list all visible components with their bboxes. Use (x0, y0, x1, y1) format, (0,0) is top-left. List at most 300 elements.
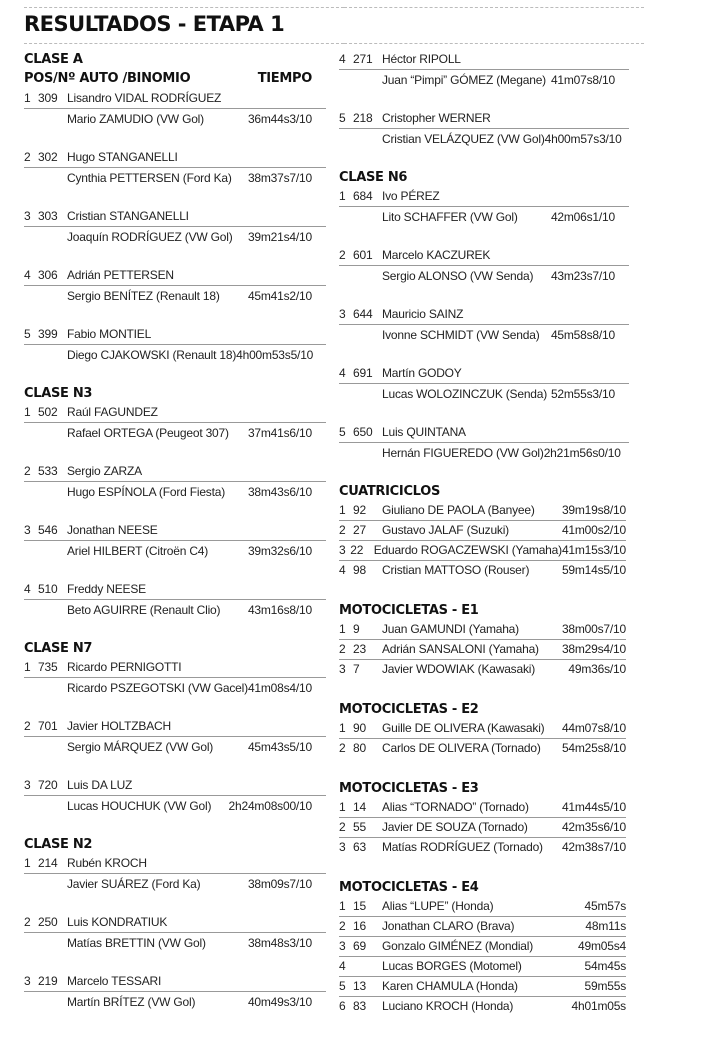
section-title: MOTOCICLETAS - E4 (339, 880, 479, 895)
car-number: 601 (353, 248, 373, 262)
car-number: 720 (38, 778, 58, 792)
position: 1 (24, 660, 31, 674)
race-time: 45m57s (584, 899, 626, 913)
vehicle-number: 15 (353, 899, 366, 913)
vehicle-number: 92 (353, 503, 366, 517)
race-time: 42m38s7/10 (561, 840, 626, 854)
rider-name: Alias “TORNADO” (Tornado) (382, 800, 529, 814)
copilot-line (339, 266, 629, 286)
copilot-line (24, 541, 326, 561)
car-number: 502 (38, 405, 58, 419)
position: 4 (339, 366, 346, 380)
driver-name: Javier HOLTZBACH (67, 719, 171, 733)
position: 2 (24, 915, 31, 929)
car-number: 271 (353, 52, 373, 66)
result-entry (339, 364, 629, 404)
race-time: 59m14s5/10 (561, 563, 626, 577)
copilot-name: Juan “Pimpi” GÓMEZ (Megane) (382, 73, 546, 87)
result-row (339, 620, 626, 640)
position: 1 (24, 405, 31, 419)
car-number: 218 (353, 111, 373, 125)
car-number: 510 (38, 582, 58, 596)
position: 2 (339, 820, 346, 834)
position: 5 (24, 327, 31, 341)
position: 4 (339, 52, 346, 66)
driver-line (339, 50, 629, 70)
copilot-line (339, 129, 629, 149)
driver-line (339, 246, 629, 266)
driver-name: Rubén KROCH (67, 856, 147, 870)
title-divider (24, 43, 344, 44)
section-spacer (339, 759, 629, 779)
result-row (339, 501, 626, 521)
copilot-name: Lucas WOLOZINCZUK (Senda) (382, 387, 548, 401)
race-time: 2h21m56s0/10 (543, 446, 621, 460)
class-section (24, 639, 326, 816)
vehicle-number: 80 (353, 741, 366, 755)
copilot-name: Joaquín RODRÍGUEZ (VW Gol) (67, 230, 233, 244)
driver-name: Mauricio SAINZ (382, 307, 464, 321)
driver-name: Jonathan NEESE (67, 523, 158, 537)
driver-line (339, 305, 629, 325)
copilot-line (24, 678, 326, 698)
copilot-name: Javier SUÁREZ (Ford Ka) (67, 877, 201, 891)
result-entry (24, 325, 326, 365)
car-number: 309 (38, 91, 58, 105)
car-number: 691 (353, 366, 373, 380)
position: 2 (339, 523, 346, 537)
copilot-name: Rafael ORTEGA (Peugeot 307) (67, 426, 229, 440)
right-column (339, 50, 629, 1037)
race-time: 4h00m57s3/10 (544, 132, 622, 146)
result-row (339, 957, 626, 977)
race-time: 38m09s7/10 (247, 877, 312, 891)
driver-name: Luis KONDRATIUK (67, 915, 168, 929)
race-time: 44m07s8/10 (561, 721, 626, 735)
result-entry (24, 580, 326, 620)
car-number: 644 (353, 307, 373, 321)
race-time: 39m32s6/10 (247, 544, 312, 558)
copilot-name: Ivonne SCHMIDT (VW Senda) (382, 328, 540, 342)
race-time: 43m16s8/10 (247, 603, 312, 617)
car-number: 735 (38, 660, 58, 674)
copilot-name: Cristian VELÁZQUEZ (VW Gol) (382, 132, 545, 146)
driver-name: Héctor RIPOLL (382, 52, 461, 66)
copilot-name: Sergio BENÍTEZ (Renault 18) (67, 289, 220, 303)
position: 1 (339, 189, 346, 203)
result-entry (339, 305, 629, 345)
result-entry (24, 89, 326, 129)
vehicle-number: 22 (350, 543, 364, 557)
result-entry (24, 521, 326, 561)
vehicle-number: 27 (353, 523, 366, 537)
copilot-line (339, 443, 629, 463)
copilot-line (24, 227, 326, 247)
copilot-name: Mario ZAMUDIO (VW Gol) (67, 112, 204, 126)
rider-name: Lucas BORGES (Motomel) (382, 959, 522, 973)
driver-line (24, 403, 326, 423)
race-time: 45m43s5/10 (247, 740, 312, 754)
section-title: CLASE N7 (24, 641, 93, 656)
driver-line (24, 89, 326, 109)
position: 3 (339, 939, 346, 953)
section-title: MOTOCICLETAS - E1 (339, 603, 479, 618)
result-entry (24, 776, 326, 816)
column-header (24, 69, 326, 89)
driver-line (24, 462, 326, 482)
driver-line (24, 972, 326, 992)
race-time: 41m44s5/10 (561, 800, 626, 814)
result-entry (24, 266, 326, 306)
race-time: 38m00s7/10 (561, 622, 626, 636)
driver-name: Marcelo KACZUREK (382, 248, 491, 262)
position: 1 (24, 856, 31, 870)
driver-name: Raúl FAGUNDEZ (67, 405, 158, 419)
driver-line (24, 521, 326, 541)
top-divider (24, 7, 344, 8)
copilot-line (24, 482, 326, 502)
copilot-line (339, 207, 629, 227)
result-row (339, 541, 626, 561)
race-time: 39m21s4/10 (247, 230, 312, 244)
vehicle-number: 90 (353, 721, 366, 735)
position: 3 (24, 778, 31, 792)
position: 1 (339, 503, 346, 517)
copilot-name: Hugo ESPÍNOLA (Ford Fiesta) (67, 485, 225, 499)
car-number: 214 (38, 856, 58, 870)
section-title: CUATRICICLOS (339, 484, 441, 499)
driver-line (339, 109, 629, 129)
driver-line (24, 717, 326, 737)
category-section (339, 779, 629, 878)
position: 5 (339, 111, 346, 125)
result-row (339, 897, 626, 917)
copilot-line (24, 933, 326, 953)
driver-name: Cristian STANGANELLI (67, 209, 189, 223)
position: 3 (339, 307, 346, 321)
car-number: 684 (353, 189, 373, 203)
copilot-name: Sergio MÁRQUEZ (VW Gol) (67, 740, 214, 754)
copilot-line (24, 168, 326, 188)
car-number: 250 (38, 915, 58, 929)
rider-name: Luciano KROCH (Honda) (382, 999, 514, 1013)
position: 3 (24, 209, 31, 223)
car-number: 650 (353, 425, 373, 439)
result-row (339, 739, 626, 759)
race-time: 59m55s (584, 979, 626, 993)
driver-name: Fabio MONTIEL (67, 327, 152, 341)
position: 4 (24, 582, 31, 596)
driver-line (24, 854, 326, 874)
copilot-line (24, 992, 326, 1012)
driver-line (339, 423, 629, 443)
result-row (339, 561, 626, 581)
copilot-line (339, 325, 629, 345)
copilot-line (24, 796, 326, 816)
result-row (339, 917, 626, 937)
rider-name: Javier DE SOUZA (Tornado) (382, 820, 528, 834)
section-spacer (339, 581, 629, 601)
copilot-name: Hernán FIGUEREDO (VW Gol) (382, 446, 544, 460)
section-title: CLASE N2 (24, 837, 93, 852)
position: 1 (339, 721, 346, 735)
rider-name: Javier WDOWIAK (Kawasaki) (382, 662, 536, 676)
copilot-line (339, 70, 629, 90)
copilot-name: Cynthia PETTERSEN (Ford Ka) (67, 171, 232, 185)
race-time: 40m49s3/10 (247, 995, 312, 1009)
car-number: 533 (38, 464, 58, 478)
result-row (339, 977, 626, 997)
driver-line (24, 325, 326, 345)
race-time: 37m41s6/10 (247, 426, 312, 440)
position: 2 (339, 741, 346, 755)
position: 3 (339, 840, 346, 854)
race-time: 41m07s8/10 (550, 73, 615, 87)
section-title: CLASE N6 (339, 170, 408, 185)
position: 4 (339, 959, 346, 973)
result-row (339, 660, 626, 680)
result-entry (24, 148, 326, 188)
left-column (24, 50, 326, 1031)
driver-line (339, 364, 629, 384)
race-time: 42m35s6/10 (561, 820, 626, 834)
result-row (339, 838, 626, 858)
header-pos: POS/Nº AUTO /BINOMIO (24, 71, 191, 86)
rider-name: Carlos DE OLIVERA (Tornado) (382, 741, 541, 755)
category-section (339, 482, 629, 601)
race-time: 4h01m05s (571, 999, 626, 1013)
result-row (339, 521, 626, 541)
vehicle-number (353, 957, 382, 976)
position: 6 (339, 999, 346, 1013)
driver-name: Lisandro VIDAL RODRÍGUEZ (67, 91, 222, 105)
rider-name: Matías RODRÍGUEZ (Tornado) (382, 840, 543, 854)
result-entry (24, 462, 326, 502)
vehicle-number: 98 (353, 563, 366, 577)
rider-name: Gonzalo GIMÉNEZ (Mondial) (382, 939, 534, 953)
vehicle-number: 63 (353, 840, 366, 854)
vehicle-number: 9 (353, 622, 360, 636)
copilot-name: Martín BRÍTEZ (VW Gol) (67, 995, 196, 1009)
class-a-continuation (339, 50, 629, 149)
position: 2 (339, 919, 346, 933)
car-number: 306 (38, 268, 58, 282)
position: 2 (339, 642, 346, 656)
result-entry (24, 658, 326, 698)
copilot-name: Matías BRETTIN (VW Gol) (67, 936, 206, 950)
rider-name: Juan GAMUNDI (Yamaha) (382, 622, 519, 636)
driver-line (24, 266, 326, 286)
driver-name: Luis DA LUZ (67, 778, 133, 792)
section-spacer (339, 858, 629, 878)
position: 3 (24, 974, 31, 988)
race-time: 43m23s7/10 (550, 269, 615, 283)
driver-name: Sergio ZARZA (67, 464, 142, 478)
vehicle-number: 16 (353, 919, 366, 933)
driver-name: Luis QUINTANA (382, 425, 466, 439)
vehicle-number: 69 (353, 939, 366, 953)
vehicle-number: 55 (353, 820, 366, 834)
position: 3 (339, 662, 346, 676)
result-entry (339, 423, 629, 463)
copilot-line (24, 286, 326, 306)
result-entry (24, 854, 326, 894)
header-time: TIEMPO (257, 71, 312, 86)
race-time: 41m08s4/10 (247, 681, 312, 695)
race-time: 42m06s1/10 (550, 210, 615, 224)
rider-name: Eduardo ROGACZEWSKI (Yamaha) (373, 543, 562, 557)
driver-name: Adrián PETTERSEN (67, 268, 174, 282)
race-time: 38m48s3/10 (247, 936, 312, 950)
top-divider-right (344, 7, 644, 8)
page-title: RESULTADOS - ETAPA 1 (24, 12, 285, 36)
result-entry (24, 207, 326, 247)
race-time: 38m29s4/10 (561, 642, 626, 656)
title-divider-right (344, 43, 644, 44)
driver-name: Ricardo PERNIGOTTI (67, 660, 182, 674)
position: 2 (339, 248, 346, 262)
driver-line (24, 658, 326, 678)
driver-line (339, 187, 629, 207)
driver-name: Freddy NEESE (67, 582, 146, 596)
copilot-line (24, 345, 326, 365)
rider-name: Gustavo JALAF (Suzuki) (382, 523, 509, 537)
position: 3 (24, 523, 31, 537)
driver-name: Hugo STANGANELLI (67, 150, 178, 164)
driver-name: Ivo PÉREZ (382, 189, 440, 203)
copilot-line (24, 109, 326, 129)
vehicle-number: 23 (353, 642, 366, 656)
race-time: 41m00s2/10 (561, 523, 626, 537)
position: 1 (339, 622, 346, 636)
copilot-name: Lito SCHAFFER (VW Gol) (382, 210, 518, 224)
class-section (24, 384, 326, 620)
vehicle-number: 13 (353, 979, 366, 993)
vehicle-number: 7 (353, 662, 360, 676)
race-time: 54m25s8/10 (561, 741, 626, 755)
class-section (339, 168, 629, 463)
position: 1 (339, 899, 346, 913)
result-row (339, 937, 626, 957)
race-time: 4h00m53s5/10 (236, 348, 314, 362)
copilot-name: Ariel HILBERT (Citroën C4) (67, 544, 209, 558)
result-row (339, 798, 626, 818)
position: 1 (339, 800, 346, 814)
race-time: 36m44s3/10 (247, 112, 312, 126)
vehicle-number: 14 (353, 800, 366, 814)
copilot-name: Sergio ALONSO (VW Senda) (382, 269, 534, 283)
copilot-name: Beto AGUIRRE (Renault Clio) (67, 603, 221, 617)
race-time: 38m43s6/10 (247, 485, 312, 499)
position: 4 (24, 268, 31, 282)
car-number: 219 (38, 974, 58, 988)
class-section (24, 50, 326, 365)
copilot-name: Lucas HOUCHUK (VW Gol) (67, 799, 212, 813)
rider-name: Guille DE OLIVERA (Kawasaki) (382, 721, 545, 735)
car-number: 701 (38, 719, 58, 733)
position: 4 (339, 563, 346, 577)
copilot-name: Diego CJAKOWSKI (Renault 18) (67, 348, 237, 362)
vehicle-number: 83 (353, 999, 366, 1013)
race-time: 52m55s3/10 (550, 387, 615, 401)
section-title: CLASE A (24, 52, 83, 67)
section-spacer (339, 680, 629, 700)
driver-line (24, 776, 326, 796)
result-entry (24, 972, 326, 1012)
result-entry (339, 187, 629, 227)
rider-name: Karen CHAMULA (Honda) (382, 979, 518, 993)
section-title: MOTOCICLETAS - E3 (339, 781, 479, 796)
position: 1 (24, 91, 31, 105)
section-title: MOTOCICLETAS - E2 (339, 702, 479, 717)
driver-line (24, 580, 326, 600)
position: 5 (339, 425, 346, 439)
result-row (339, 719, 626, 739)
copilot-line (339, 384, 629, 404)
car-number: 303 (38, 209, 58, 223)
section-spacer (339, 1017, 629, 1037)
driver-line (24, 207, 326, 227)
position: 2 (24, 464, 31, 478)
category-section (339, 700, 629, 779)
rider-name: Jonathan CLARO (Brava) (382, 919, 515, 933)
driver-name: Martín GODOY (382, 366, 462, 380)
rider-name: Alias “LUPE” (Honda) (382, 899, 494, 913)
driver-line (24, 148, 326, 168)
race-time: 38m37s7/10 (247, 171, 312, 185)
race-time: 2h24m08s00/10 (228, 799, 312, 813)
car-number: 546 (38, 523, 58, 537)
position: 2 (24, 150, 31, 164)
copilot-line (24, 600, 326, 620)
race-time: 45m58s8/10 (550, 328, 615, 342)
race-time: 41m15s3/10 (561, 543, 626, 557)
rider-name: Adrián SANSALONI (Yamaha) (382, 642, 539, 656)
copilot-line (24, 737, 326, 757)
copilot-name: Ricardo PSZEGOTSKI (VW Gacel) (67, 681, 248, 695)
position: 3 (339, 543, 346, 557)
result-row (339, 640, 626, 660)
class-section (24, 835, 326, 1012)
rider-name: Cristian MATTOSO (Rouser) (382, 563, 530, 577)
driver-name: Marcelo TESSARI (67, 974, 162, 988)
copilot-line (24, 423, 326, 443)
result-entry (24, 403, 326, 443)
category-section (339, 601, 629, 700)
result-entry (24, 717, 326, 757)
race-time: 45m41s2/10 (247, 289, 312, 303)
result-row (339, 997, 626, 1017)
car-number: 302 (38, 150, 58, 164)
driver-line (24, 913, 326, 933)
result-entry (339, 246, 629, 286)
driver-name: Cristopher WERNER (382, 111, 491, 125)
car-number: 399 (38, 327, 58, 341)
race-time: 49m36s/10 (568, 662, 626, 676)
race-time: 54m45s (584, 959, 626, 973)
rider-name: Giuliano DE PAOLA (Banyee) (382, 503, 535, 517)
result-entry (24, 913, 326, 953)
result-entry (339, 50, 629, 90)
race-time: 48m11s (585, 919, 626, 933)
race-time: 49m05s4 (578, 939, 626, 953)
category-section (339, 878, 629, 1037)
section-title: CLASE N3 (24, 386, 93, 401)
result-row (339, 818, 626, 838)
race-time: 39m19s8/10 (561, 503, 626, 517)
position: 2 (24, 719, 31, 733)
position: 5 (339, 979, 346, 993)
